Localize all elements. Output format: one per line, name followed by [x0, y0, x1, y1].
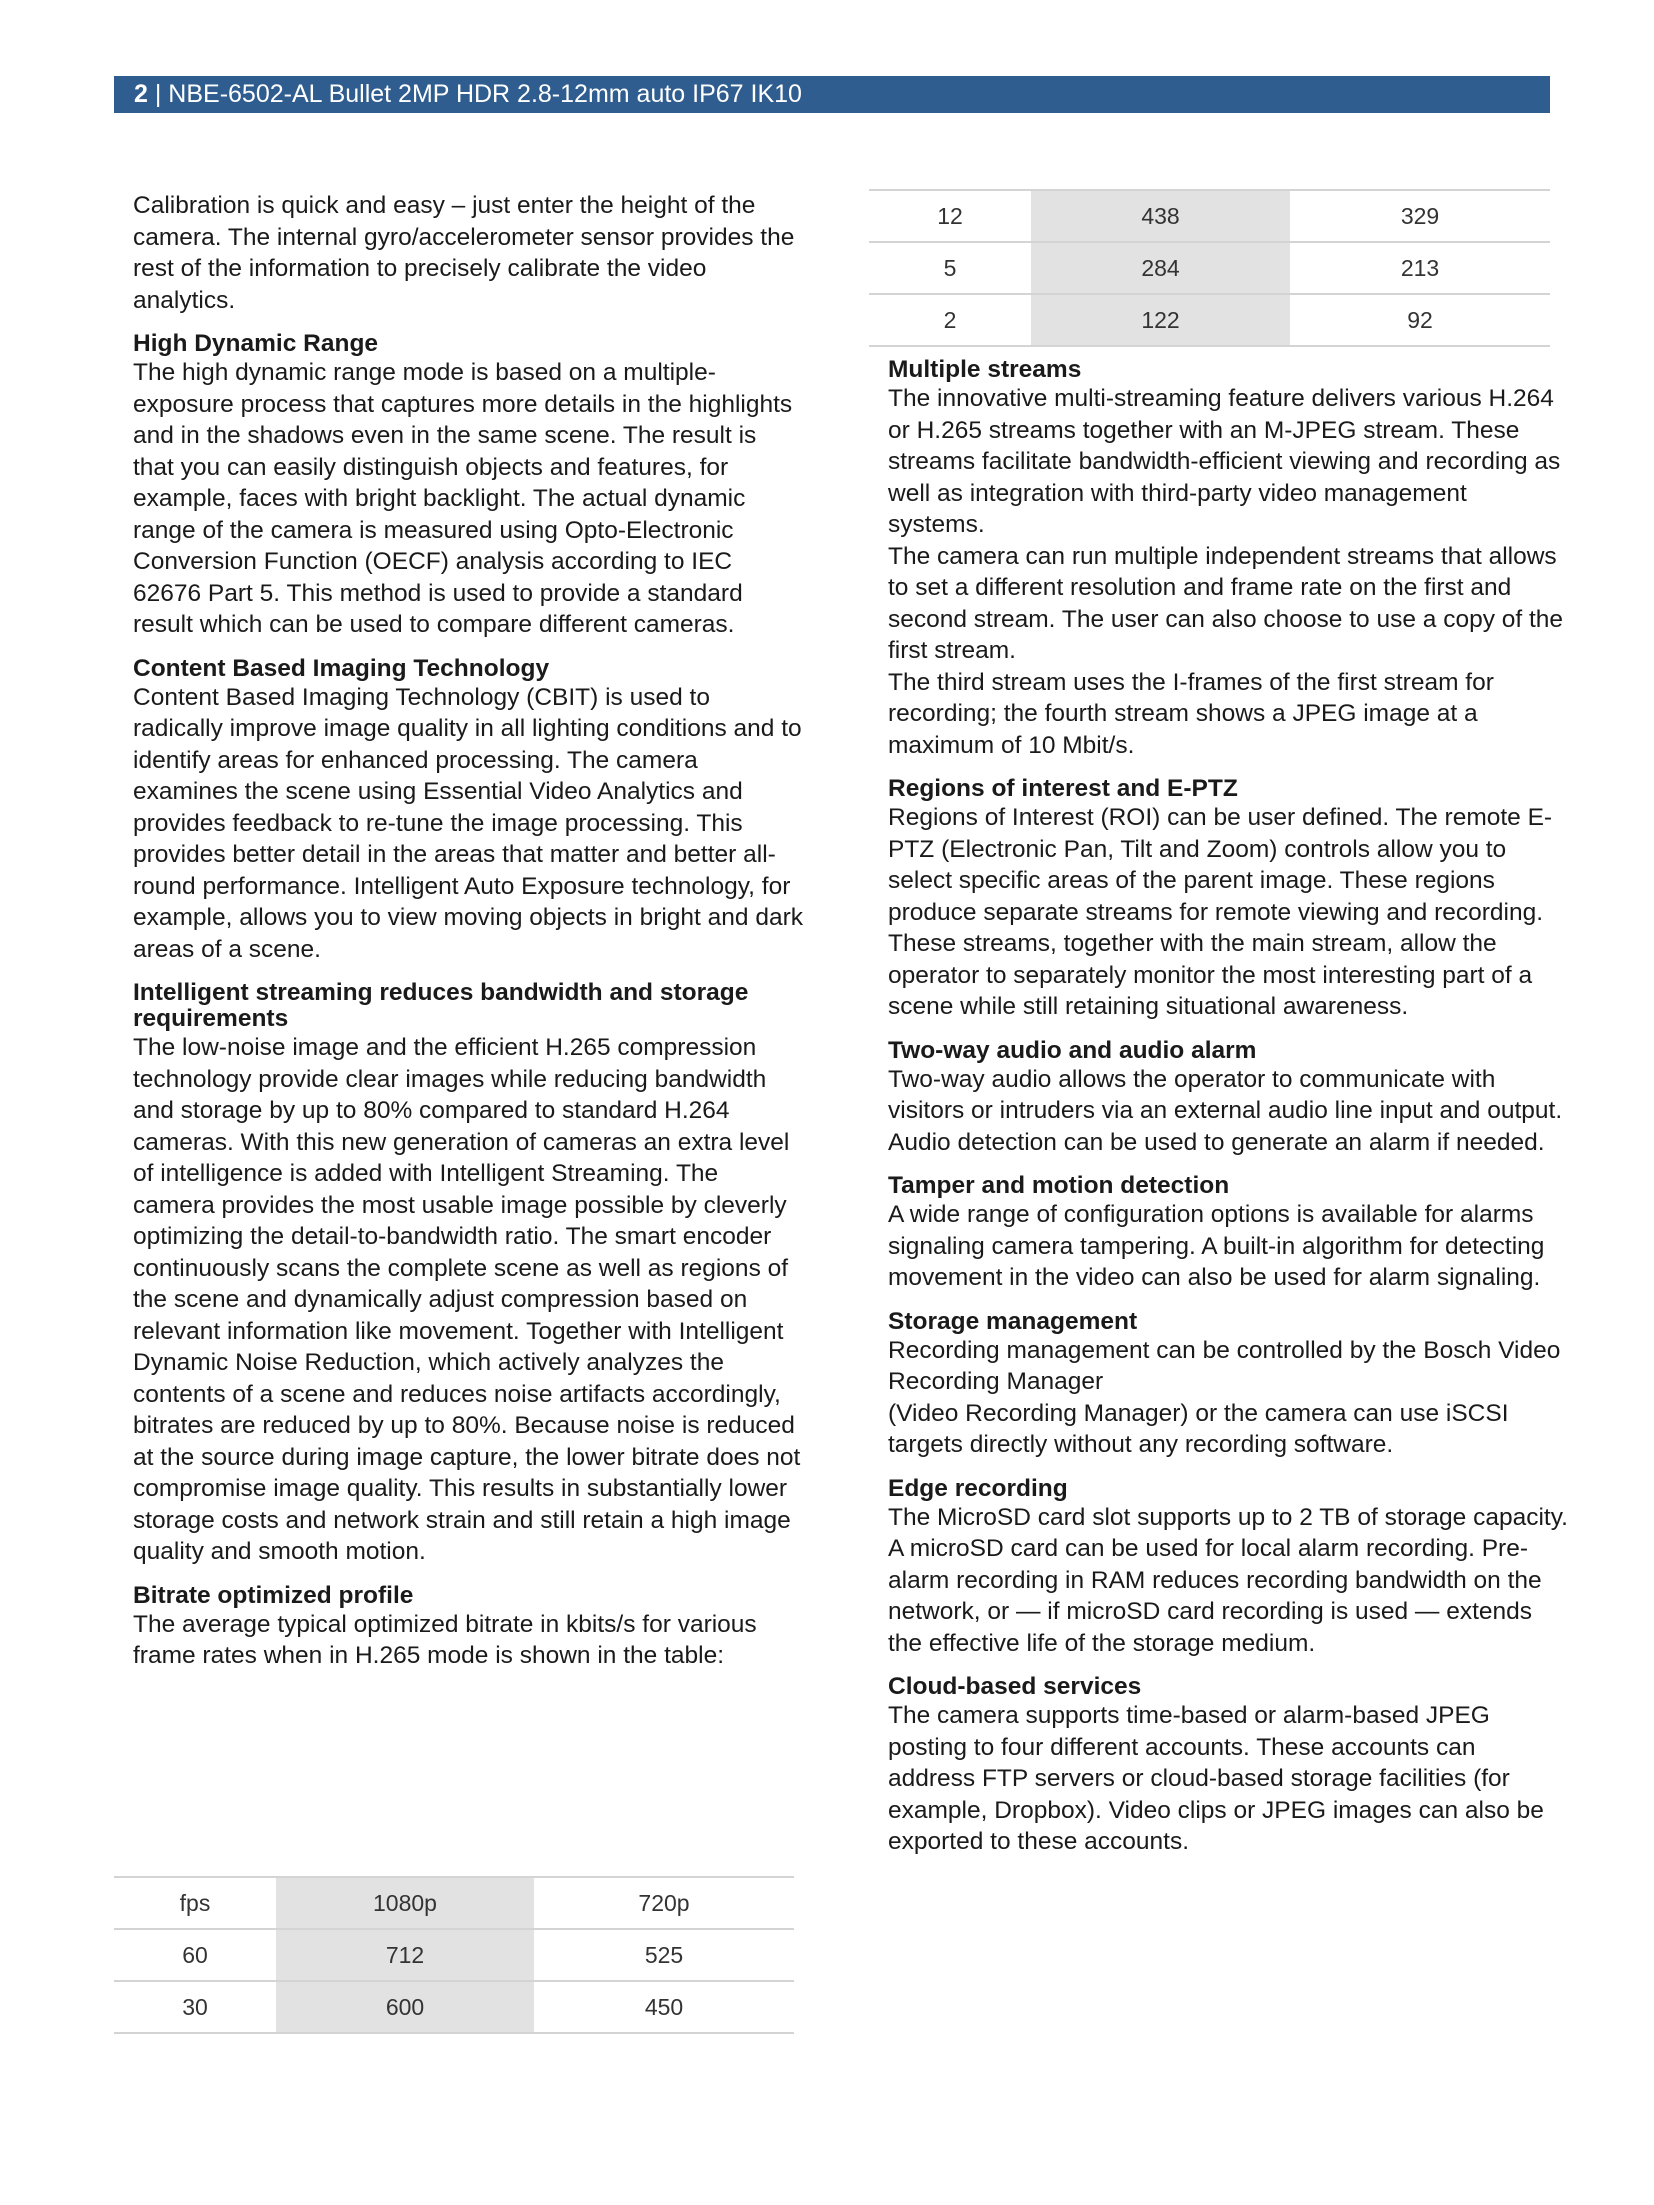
- section-edge-recording: [888, 1476, 1568, 1660]
- table-row: [114, 1981, 794, 2033]
- table-cell: 2: [869, 294, 1031, 346]
- table-cell: 284: [1031, 242, 1290, 294]
- table-cell: 712: [276, 1929, 534, 1981]
- bitrate-table-part-2: [869, 189, 1550, 347]
- section-high-dynamic-range: [133, 331, 803, 641]
- section-body: A wide range of configuration options is available for alarms signaling camera tampering. A built-in algorithm for detecting movement in the video can also be used for alarm signaling.: [888, 1201, 1545, 1291]
- section-body: The average typical optimized bitrate in kbits/s for various frame rates when in H.265 mode is shown in the table:: [133, 1610, 757, 1669]
- page-number: 2: [134, 80, 148, 108]
- section-body: The low-noise image and the efficient H.265 compression technology provide clear images while reducing bandwidth and storage by up to 80% compared to standard H.264 cameras. With this new generation of cameras an extra level of intelligence is added with Intelligent Streaming. The camera provides the most usable image possible by cleverly optimizing the detail-to-bandwidth ratio. The smart encoder continuously scans the complete scene as well as regions of the scene and dynamically adjust compression based on relevant information like movement. Together with Intelligent Dynamic Noise Reduction, which actively analyzes the contents of a scene and reduces noise artifacts accordingly, bitrates are reduced by up to 80%. Because noise is reduced at the source during image capture, the lower bitrate does not compromise image quality. This results in substantially lower storage costs and network strain and still retain a high image quality and smooth motion.: [133, 1034, 801, 1565]
- table-cell: 213: [1290, 242, 1550, 294]
- section-body: The high dynamic range mode is based on a multiple-exposure process that captures more details in the highlights and in the shadows even in the same scene. The result is that you can easily distinguish objects and features, for example, faces with bright backlight. The actual dynamic range of the camera is measured using Opto-Electronic Conversion Function (OECF) analysis according to IEC 62676 Part 5. This method is used to provide a standard result which can be used to compare different cameras.: [133, 359, 793, 638]
- table-cell: 122: [1031, 294, 1290, 346]
- table-cell: 5: [869, 242, 1031, 294]
- section-heading: Multiple streams: [888, 356, 1082, 383]
- table-cell: 12: [869, 190, 1031, 242]
- right-column: [888, 357, 1568, 1858]
- table-cell: 30: [114, 1981, 276, 2033]
- section-content-based-imaging: [133, 656, 803, 966]
- table-row: [869, 294, 1550, 346]
- section-storage-management: [888, 1309, 1568, 1461]
- table-cell: 329: [1290, 190, 1550, 242]
- section-bitrate-profile: [133, 1583, 803, 1672]
- section-heading: Storage management: [888, 1307, 1138, 1335]
- table-row: [869, 190, 1550, 242]
- section-two-way-audio: [888, 1038, 1568, 1159]
- section-heading: High Dynamic Range: [133, 330, 379, 357]
- section-body: The camera supports time-based or alarm-based JPEG posting to four different accounts. These accounts can address FTP servers or cloud-based storage facilities (for example, Dropbox). Video clips or JPEG images can also be exported to these accounts.: [888, 1702, 1544, 1855]
- section-heading: Cloud-based services: [888, 1673, 1142, 1700]
- table-header-row: [114, 1877, 794, 1929]
- table-cell: 600: [276, 1981, 534, 2033]
- section-heading: Edge recording: [888, 1474, 1068, 1502]
- header-separator: |: [147, 80, 169, 108]
- section-body: Two-way audio allows the operator to communicate with visitors or intruders via an external audio line input and output. Audio detection can be used to generate an alarm if needed.: [888, 1065, 1563, 1156]
- table-header-cell: fps: [114, 1877, 276, 1929]
- section-heading: Tamper and motion detection: [888, 1172, 1230, 1199]
- section-heading: Regions of interest and E-PTZ: [888, 775, 1238, 802]
- page-header: [114, 76, 1550, 113]
- table-row: [869, 242, 1550, 294]
- section-heading: Two-way audio and audio alarm: [888, 1036, 1257, 1064]
- table-header-cell: 1080p: [276, 1877, 534, 1929]
- section-body: Regions of Interest (ROI) can be user defined. The remote E-PTZ (Electronic Pan, Tilt and Zoom) controls allow you to select specific areas of the parent image. These regions produce separate streams for remote viewing and recording. These streams, together with the main stream, allow the operator to separately monitor the most interesting part of a scene while still retaining situational awareness.: [888, 804, 1553, 1020]
- section-multiple-streams: [888, 357, 1568, 761]
- bitrate-table-part-1: [114, 1876, 794, 2034]
- document-title: NBE-6502-AL Bullet 2MP HDR 2.8-12mm auto IP67 IK10: [168, 80, 802, 108]
- section-body: Content Based Imaging Technology (CBIT) is used to radically improve image quality in all lighting conditions and to identify areas for enhanced processing. The camera examines the scene using Essential Video Analytics and provides feedback to re-tune the image processing. This provides better detail in the areas that matter and better all-round performance. Intelligent Auto Exposure technology, for example, allows you to view moving objects in bright and dark areas of a scene.: [133, 683, 804, 963]
- table-cell: 92: [1290, 294, 1550, 346]
- intro-paragraph: Calibration is quick and easy – just enter the height of the camera. The internal gyro/accelerometer sensor provides the rest of the information to precisely calibrate the video analytics.: [133, 192, 795, 314]
- section-heading: Bitrate optimized profile: [133, 1581, 414, 1609]
- section-body: The MicroSD card slot supports up to 2 TB of storage capacity. A microSD card can be used for local alarm recording. Pre-alarm recording in RAM reduces recording bandwidth on the network, or — if microSD card recording is used — extends the effective life of the storage medium.: [888, 1503, 1568, 1657]
- section-body: Recording management can be controlled by the Bosch Video Recording Manager (Video Recording Manager) or the camera can use iSCSI targets directly without any recording software.: [888, 1336, 1561, 1458]
- table-cell: 60: [114, 1929, 276, 1981]
- table-cell: 438: [1031, 190, 1290, 242]
- table-header-cell: 720p: [534, 1877, 794, 1929]
- table-cell: 450: [534, 1981, 794, 2033]
- section-regions-of-interest: [888, 776, 1568, 1023]
- section-tamper-motion: [888, 1173, 1568, 1294]
- section-cloud-services: [888, 1674, 1568, 1858]
- table-row: [114, 1929, 794, 1981]
- section-heading: Intelligent streaming reduces bandwidth and storage requirements: [133, 979, 749, 1032]
- section-heading: Content Based Imaging Technology: [133, 654, 550, 682]
- table-cell: 525: [534, 1929, 794, 1981]
- left-column: [133, 190, 803, 1672]
- section-body: The innovative multi-streaming feature delivers various H.264 or H.265 streams together with an M-JPEG stream. These streams facilitate bandwidth-efficient viewing and recording as well as integration with third-party video management systems. The camera can run multiple independent streams that allows to set a different resolution and frame rate on the first and second stream. The user can also choose to use a copy of the first stream. The third stream uses the I-frames of the first stream for recording; the fourth stream shows a JPEG image at a maximum of 10 Mbit/s.: [888, 385, 1564, 759]
- section-intelligent-streaming: [133, 980, 803, 1568]
